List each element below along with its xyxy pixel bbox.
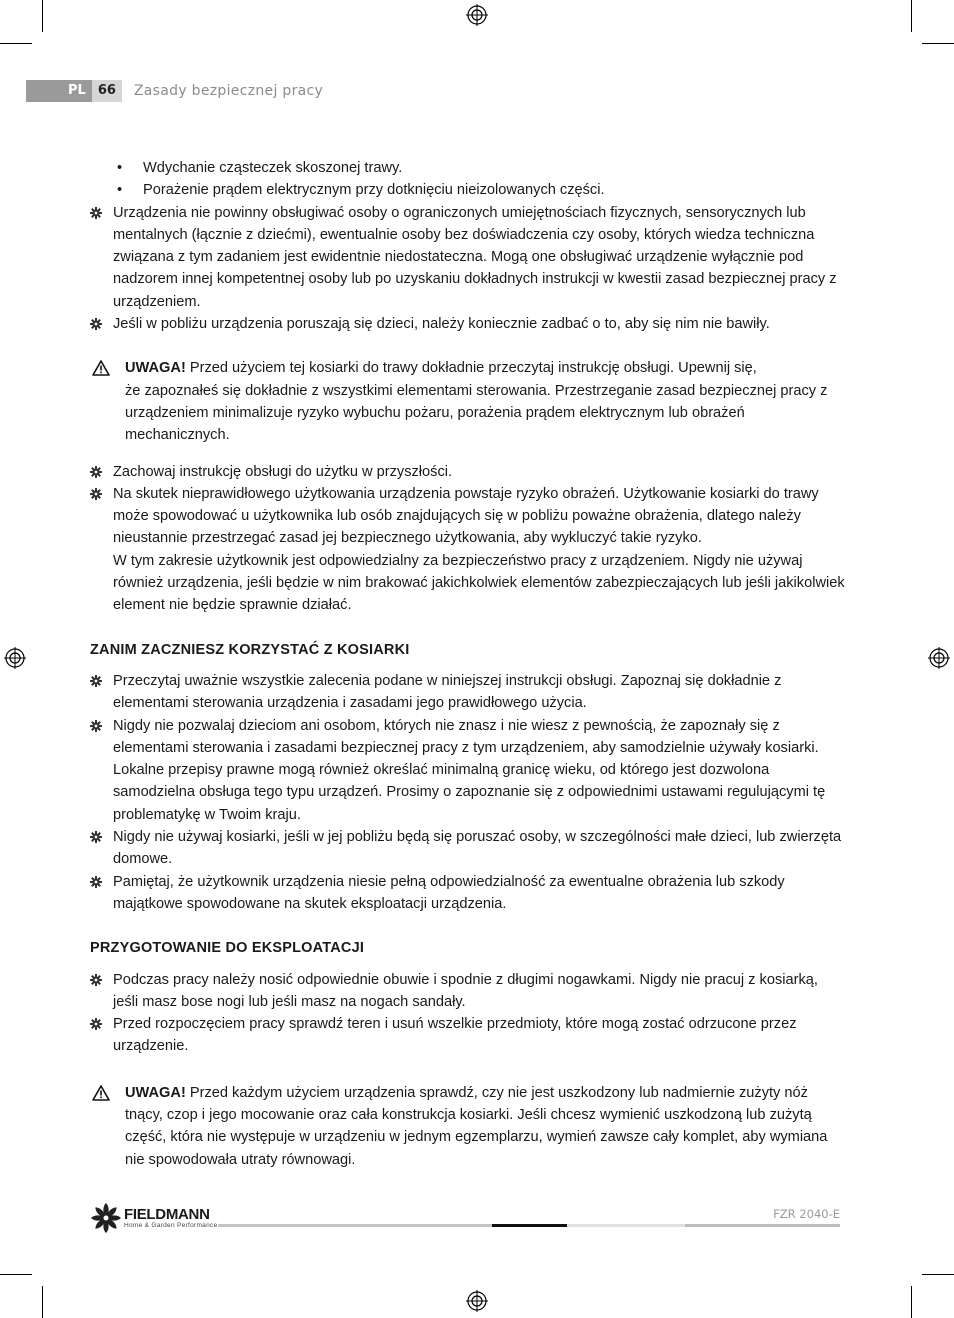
footer-divider — [492, 1224, 567, 1227]
gear-bullet-icon — [90, 831, 102, 843]
fieldmann-logo-icon — [90, 1202, 122, 1234]
warning-label: UWAGA! — [125, 360, 186, 377]
list-item: Nigdy nie używaj kosiarki, jeśli w jej pobliżu będą się poruszać osoby, w szczególności małe dzieci, lub zwierzęta domowe. — [86, 826, 846, 871]
list-item: Przeczytaj uważnie wszystkie zalecenia podane w niniejszej instrukcji obsługi. Zapoznaj się dokładnie z elementami sterowania urządzenia i zasadami jego prawidłowego użycia. — [86, 670, 846, 715]
crop-mark — [42, 1286, 43, 1318]
list-item: Nigdy nie pozwalaj dzieciom ani osobom, których nie znasz i nie wiesz z pewnością, że zapoznały się z elementami sterowania i zasadami bezpiecznej pracy z tym urządzeniem, aby samodzielnie używały kosiarki. Lokalne przepisy prawne mogą również określać minimalną granicę wieku, od którego jest dozwolona samodzielna obsługa tego typu urządzeń. Prosimy o zapoznanie się z odpowiednimi ustawami regulującymi tę problematykę w Twoim kraju. — [86, 715, 846, 826]
gear-bullet-icon — [90, 720, 102, 732]
warning-triangle-icon — [92, 1085, 110, 1101]
brand-tagline: Home & Garden Performance — [124, 1222, 218, 1229]
gear-bullet-icon — [90, 675, 102, 687]
crop-mark — [922, 1274, 954, 1275]
list-item: Podczas pracy należy nosić odpowiednie obuwie i spodnie z długimi nogawkami. Nigdy nie pracuj z kosiarką, jeśli masz bose nogi lub jeśli masz na nogach sandały. — [86, 969, 846, 1014]
gear-bullet-icon — [90, 1018, 102, 1030]
registration-mark-icon — [928, 647, 950, 669]
page-number: 66 — [92, 80, 122, 102]
crop-mark — [911, 0, 912, 32]
brand-logo — [90, 1202, 217, 1234]
crop-mark — [0, 43, 32, 44]
section-title: Zasady bezpiecznej pracy — [133, 83, 324, 99]
list-item: Zachowaj instrukcję obsługi do użytku w przyszłości. — [86, 461, 846, 483]
main-content — [86, 157, 846, 1171]
brand-name: FIELDMANN — [124, 1206, 210, 1223]
list-item: Przed rozpoczęciem pracy sprawdź teren i usuń wszelkie przedmioty, które mogą zostać odrzucone przez urządzenie. — [86, 1013, 846, 1058]
page-header — [26, 80, 323, 102]
warning-label: UWAGA! — [125, 1084, 186, 1101]
footer-divider — [685, 1224, 840, 1227]
gear-bullet-icon — [90, 207, 102, 219]
gear-bullet-icon — [90, 974, 102, 986]
list-item: Urządzenia nie powinny obsługiwać osoby o ograniczonych umiejętnościach fizycznych, sensorycznych lub mentalnych (łącznie z dziećmi), ewentualnie osoby bez doświadczenia czy osoby, których wiedza techniczna związana z tym zadaniem jest ewidentnie niedostateczna. Mogą one obsługiwać urządzenie wyłącznie pod nadzorem innej kompetentnej osoby lub po uzyskaniu dokładnych instrukcji w kwestii zasad bezpiecznej pracy z urządzeniem. — [86, 202, 846, 313]
gear-bullet-icon — [90, 488, 102, 500]
language-code: PL — [62, 80, 92, 102]
crop-mark — [922, 43, 954, 44]
registration-mark-icon — [466, 1290, 488, 1312]
list-item: Pamiętaj, że użytkownik urządzenia niesie pełną odpowiedzialność za ewentualne obrażenia lub szkody majątkowe spowodowane na skutek eksploatacji urządzenia. — [86, 871, 846, 916]
sub-bullet: • Porażenie prądem elektrycznym przy dotknięciu nieizolowanych części. — [86, 179, 846, 201]
registration-mark-icon — [466, 4, 488, 26]
footer-divider — [218, 1224, 492, 1227]
list-item: Jeśli w pobliżu urządzenia poruszają się dzieci, należy koniecznie zadbać o to, aby się nim nie bawiły. — [86, 313, 846, 335]
warning-triangle-icon — [92, 360, 110, 376]
gear-bullet-icon — [90, 876, 102, 888]
footer-divider — [567, 1224, 685, 1227]
section-heading: PRZYGOTOWANIE DO EKSPLOATACJI — [90, 940, 365, 957]
dot-bullet-icon: • — [117, 160, 123, 176]
list-item: Na skutek nieprawidłowego użytkowania urządzenia powstaje ryzyko obrażeń. Użytkowanie kosiarki do trawy może spowodować u użytkownika lub osób znajdujących się w pobliżu poważne obrażenia, dlatego należy nieustannie przestrzegać zasad jej bezpiecznego użytkowania, aby wykluczyć takie ryzyko. W tym zakresie użytkownik jest odpowiedzialny za bezpieczeństwo pracy z urządzeniem. Nigdy nie używaj również urządzenia, jeśli będzie w nim brakować jakichkolwiek elementów zabezpieczających lub jeśli jakikolwiek element nie będzie sprawnie działać. — [86, 483, 846, 617]
warning-note: UWAGA! Przed każdym użyciem urządzenia sprawdź, czy nie jest uszkodzony lub nadmiernie zużyty nóż tnący, czop i jego mocowanie oraz cała konstrukcja kosiarki. Jeśli chcesz wymienić uszkodzoną lub zużytą część, która nie występuje w urządzeniu w jednym egzemplarzu, wymień zawsze cały komplet, aby wymiana nie spowodowała utraty równowagi. — [86, 1082, 846, 1171]
crop-mark — [0, 1274, 32, 1275]
dot-bullet-icon: • — [117, 182, 123, 199]
crop-mark — [911, 1286, 912, 1318]
crop-mark — [42, 0, 43, 32]
header-color-block — [26, 80, 62, 102]
sub-bullet: • Wdychanie cząsteczek skoszonej trawy. — [86, 157, 846, 179]
gear-bullet-icon — [90, 466, 102, 478]
model-number: FZR 2040-E — [773, 1207, 840, 1221]
section-heading: ZANIM ZACZNIESZ KORZYSTAĆ Z KOSIARKI — [90, 641, 410, 658]
registration-mark-icon — [4, 647, 26, 669]
gear-bullet-icon — [90, 318, 102, 330]
warning-note: UWAGA! Przed użyciem tej kosiarki do trawy dokładnie przeczytaj instrukcję obsługi. Upewnij się, że zapoznałeś się dokładnie z wszystkimi elementami sterowania. Przestrzeganie zasad bezpiecznej pracy z urządzeniem minimalizuje ryzyko wybuchu pożaru, porażenia prądem elektrycznym lub obrażeń mechanicznych. — [86, 357, 846, 446]
